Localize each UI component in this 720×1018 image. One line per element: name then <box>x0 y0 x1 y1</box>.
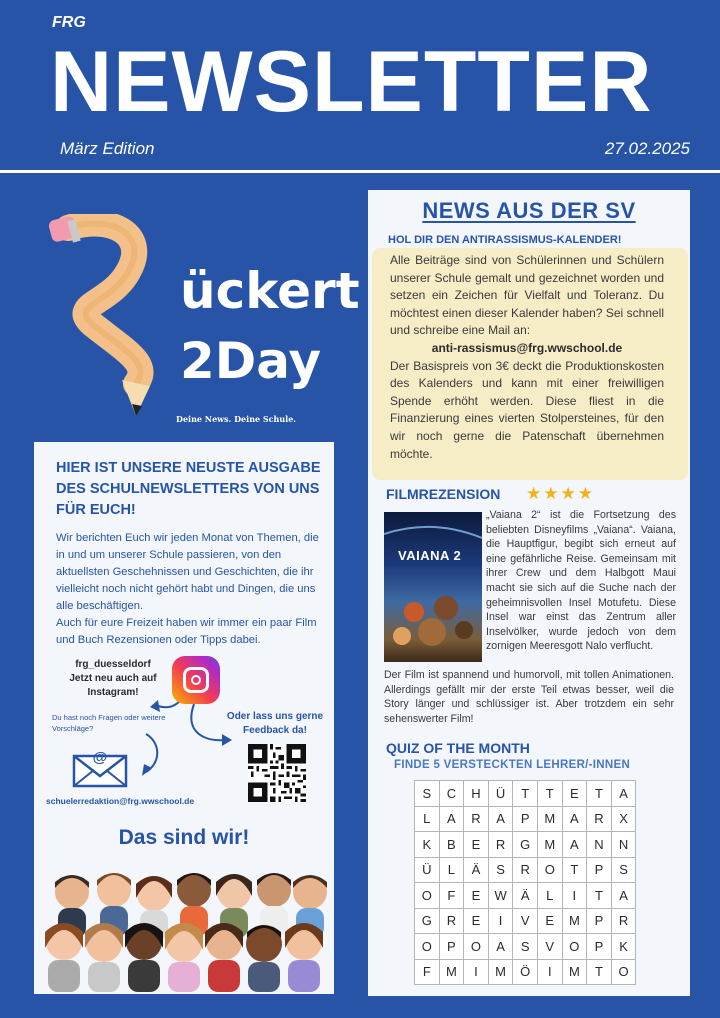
grid-cell[interactable]: H <box>464 781 489 807</box>
grid-cell[interactable]: E <box>464 908 489 934</box>
grid-cell[interactable]: R <box>488 832 513 858</box>
grid-row <box>415 908 636 934</box>
grid-cell[interactable]: A <box>488 806 513 832</box>
grid-cell[interactable]: A <box>611 781 636 807</box>
grid-cell[interactable]: R <box>439 908 464 934</box>
poster-title: VAIANA 2 <box>398 548 462 563</box>
grid-cell[interactable]: E <box>464 883 489 909</box>
grid-cell[interactable]: T <box>537 781 562 807</box>
grid-cell[interactable]: T <box>562 857 587 883</box>
grid-cell[interactable]: F <box>415 959 440 985</box>
film-review-side: „Vaiana 2“ ist die Fortsetzung des beliebten Disneyfilms „Vaiana“. Vaiana, die Hauptfigur, begibt sich erneut auf eine gefährliche Reise. Gemeinsam mit ihrer Crew und dem Halbgott Maui macht sie sich auf die Suche nach der geheimnisvollen Insel Motufetu. Diese Insel war einst das Zentrum aller Inselvölker, wurde jedoch von dem zornigen Meeresgott Nalo verflucht. <box>486 509 676 653</box>
news-paragraph-1: Alle Beiträge sind von Schülerinnen und Schülern unserer Schule gemalt und gezeichnet worden und setzen ein Zeichen für Vielfalt und Toleranz. Du möchtest einen dieser Kalender haben? Sei schnell und schreibe eine Mail an: <box>390 253 664 338</box>
instagram-icon[interactable] <box>172 656 220 704</box>
film-heading: FILMREZENSION <box>386 486 501 502</box>
grid-cell[interactable]: O <box>415 934 440 960</box>
grid-cell[interactable]: R <box>464 806 489 832</box>
grid-row <box>415 806 636 832</box>
issue-date: 27.02.2025 <box>604 139 690 158</box>
logo-tagline: Deine News. Deine Schule. <box>176 414 297 424</box>
grid-cell[interactable]: P <box>587 934 612 960</box>
edition-label: März Edition <box>60 139 155 158</box>
grid-cell[interactable]: P <box>439 934 464 960</box>
grid-cell[interactable]: M <box>562 908 587 934</box>
quiz-title: QUIZ OF THE MONTH <box>386 740 530 756</box>
grid-cell[interactable]: S <box>415 781 440 807</box>
logo-word-1: ückert <box>180 262 360 320</box>
grid-cell[interactable]: R <box>513 857 538 883</box>
team-heading: Das sind wir! <box>118 826 250 849</box>
grid-row <box>415 832 636 858</box>
news-body <box>390 252 664 463</box>
newsletter-title: NEWSLETTER <box>50 34 653 130</box>
grid-cell[interactable]: R <box>611 908 636 934</box>
grid-row <box>415 934 636 960</box>
grid-cell[interactable]: A <box>562 832 587 858</box>
grid-cell[interactable]: N <box>587 832 612 858</box>
mail-icon <box>72 746 128 788</box>
grid-cell[interactable]: N <box>611 832 636 858</box>
grid-cell[interactable]: O <box>464 934 489 960</box>
grid-cell[interactable]: M <box>537 806 562 832</box>
news-subtitle: HOL DIR DEN ANTIRASSISMUS-KALENDER! <box>388 234 622 246</box>
grid-cell[interactable]: M <box>562 959 587 985</box>
news-title: NEWS AUS DER SV <box>422 198 636 223</box>
grid-cell[interactable]: I <box>464 959 489 985</box>
grid-cell[interactable]: O <box>611 959 636 985</box>
grid-cell[interactable]: G <box>513 832 538 858</box>
grid-cell[interactable]: T <box>587 883 612 909</box>
grid-cell[interactable]: G <box>415 908 440 934</box>
grid-cell[interactable]: T <box>513 781 538 807</box>
grid-cell[interactable]: E <box>464 832 489 858</box>
movie-poster <box>384 512 482 662</box>
star-rating: ★★★★ <box>526 484 595 503</box>
grid-cell[interactable]: Ö <box>513 959 538 985</box>
grid-cell[interactable]: I <box>562 883 587 909</box>
film-review-bottom: Der Film ist spannend und humorvoll, mit tollen Animationen. Allerdings gefällt mir der erste Teil etwas besser, weil die Story länger und schlüssiger ist. Aber trotzdem ein sehr sehenswerter Film! <box>384 669 674 725</box>
grid-row <box>415 883 636 909</box>
intro-heading: HIER IST UNSERE NEUSTE AUSGABE DES SCHULNEWSLETTERS VON UNS FÜR EUCH! <box>56 460 321 518</box>
grid-cell[interactable]: V <box>537 934 562 960</box>
grid-cell[interactable]: F <box>439 883 464 909</box>
svg-text:@: @ <box>92 749 108 766</box>
grid-cell[interactable]: K <box>611 934 636 960</box>
grid-cell[interactable]: M <box>488 959 513 985</box>
grid-cell[interactable]: W <box>488 883 513 909</box>
grid-row <box>415 857 636 883</box>
calendar-email[interactable]: anti-rassismus@frg.wwschool.de <box>431 340 623 355</box>
grid-cell[interactable]: E <box>562 781 587 807</box>
grid-cell[interactable]: Ü <box>415 857 440 883</box>
pencil-icon <box>40 214 180 424</box>
question-text: Du hast noch Fragen oder weitere Vorschläge? <box>52 713 166 733</box>
grid-cell[interactable]: M <box>537 832 562 858</box>
grid-cell[interactable]: Ü <box>488 781 513 807</box>
qr-code[interactable] <box>248 744 306 802</box>
header <box>0 0 720 168</box>
grid-cell[interactable]: Ä <box>513 883 538 909</box>
grid-cell[interactable]: T <box>587 959 612 985</box>
grid-cell[interactable]: M <box>439 959 464 985</box>
grid-cell[interactable]: V <box>513 908 538 934</box>
feedback-text: Oder lass uns gerne Feedback da! <box>226 711 324 736</box>
grid-cell[interactable]: P <box>513 806 538 832</box>
grid-row <box>415 781 636 807</box>
intro-paragraph-1: Wir berichten Euch wir jeden Monat von Themen, die in und um unserer Schule passieren, von den aktuellsten Geschehnissen und Geschichten, die ihr vielleicht noch nicht gehört habt und Dingen, die uns alle beschäftigen. <box>56 532 319 612</box>
grid-cell[interactable]: O <box>415 883 440 909</box>
grid-cell[interactable]: L <box>415 806 440 832</box>
instagram-text: Jetzt neu auch auf Instagram! <box>69 673 157 698</box>
intro-paragraph-2: Auch für eure Freizeit haben wir immer ein paar Film und Buch Rezensionen oder Tipps dabei. <box>56 617 317 646</box>
logo <box>40 214 360 434</box>
grid-cell[interactable]: A <box>488 934 513 960</box>
grid-cell[interactable]: S <box>488 857 513 883</box>
grid-cell[interactable]: I <box>488 908 513 934</box>
grid-cell[interactable]: L <box>439 857 464 883</box>
grid-cell[interactable]: S <box>611 857 636 883</box>
grid-cell[interactable]: E <box>537 908 562 934</box>
header-divider <box>0 170 720 173</box>
grid-cell[interactable]: O <box>537 857 562 883</box>
quiz-subtitle: FINDE 5 VERSTECKTEN LEHRER/-INNEN <box>394 759 631 771</box>
team-avatars <box>42 862 332 992</box>
news-paragraph-2: Der Basispreis von 3€ deckt die Produktionskosten des Kalenders und kann mit einer freiwilligen Spende erhöht werden. Diese fliest in die Finanzierung eines vierten Stolpersteines, für den wir noch gerne die Patenschaft übernehmen möchte. <box>390 358 664 461</box>
word-search-grid <box>414 780 636 985</box>
grid-cell[interactable]: P <box>587 857 612 883</box>
news-card <box>368 190 690 996</box>
grid-cell[interactable]: L <box>537 883 562 909</box>
grid-cell[interactable]: K <box>415 832 440 858</box>
grid-cell[interactable]: X <box>611 806 636 832</box>
grid-cell[interactable]: I <box>537 959 562 985</box>
instagram-handle[interactable]: frg_duesseldorf <box>75 659 151 670</box>
grid-cell[interactable]: Ä <box>464 857 489 883</box>
grid-cell[interactable]: R <box>587 806 612 832</box>
instagram-promo <box>48 658 178 700</box>
grid-cell[interactable]: S <box>513 934 538 960</box>
intro-card <box>34 442 334 994</box>
school-abbrev: FRG <box>52 14 86 31</box>
grid-cell[interactable]: A <box>562 806 587 832</box>
grid-cell[interactable]: O <box>562 934 587 960</box>
logo-word-2: 2Day <box>180 332 322 390</box>
grid-cell[interactable]: P <box>587 908 612 934</box>
grid-row <box>415 959 636 985</box>
grid-cell[interactable]: C <box>439 781 464 807</box>
grid-cell[interactable]: A <box>439 806 464 832</box>
poster-art <box>384 512 482 662</box>
grid-cell[interactable]: B <box>439 832 464 858</box>
grid-cell[interactable]: T <box>587 781 612 807</box>
contact-email[interactable]: schuelerredaktion@frg.wwschool.de <box>46 796 195 806</box>
grid-cell[interactable]: A <box>611 883 636 909</box>
